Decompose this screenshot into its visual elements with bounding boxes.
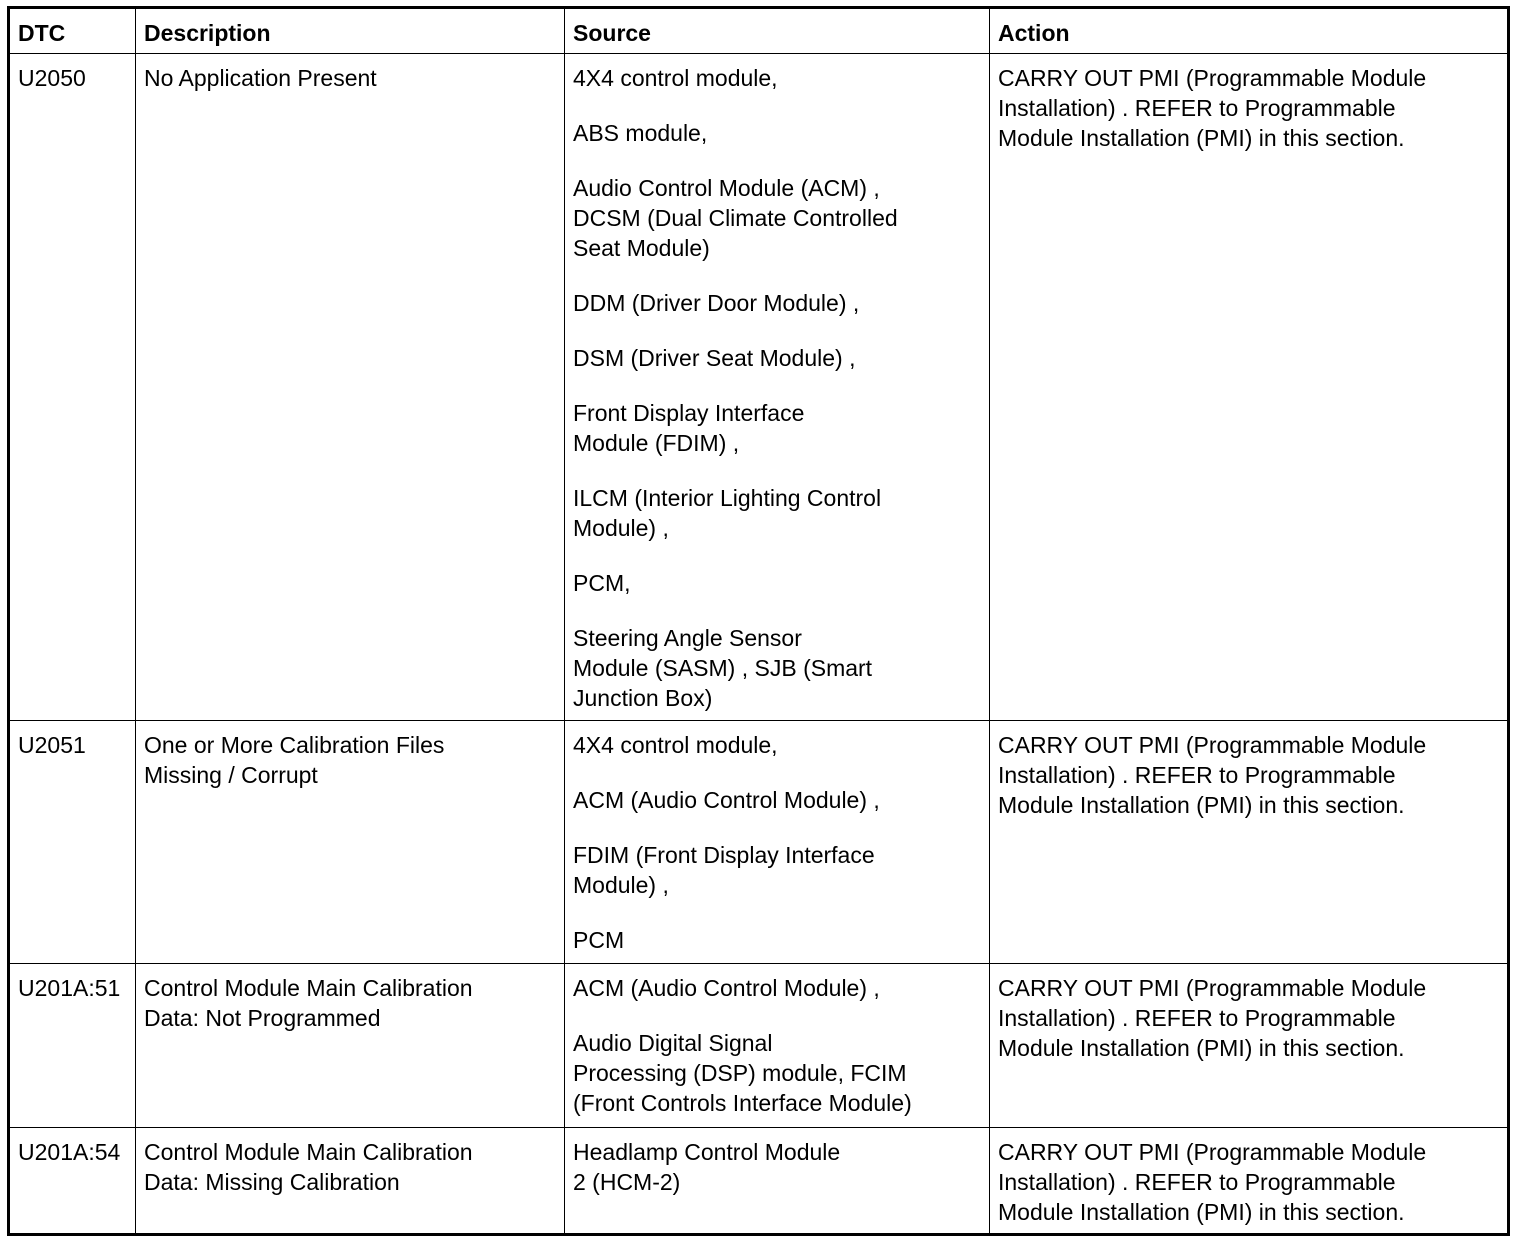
source-cell [565, 721, 990, 964]
description-cell: Control Module Main Calibration Data: Not Programmed [136, 964, 565, 1128]
dtc-cell: U2051 [9, 721, 136, 964]
source-item: Audio Digital Signal Processing (DSP) module, FCIM (Front Controls Interface Module) [573, 1030, 912, 1116]
source-item: PCM, [573, 570, 631, 596]
source-item: DSM (Driver Seat Module) , [573, 345, 856, 371]
table-row [9, 1128, 1509, 1235]
source-cell [565, 964, 990, 1128]
source-item: Steering Angle Sensor Module (SASM) , SJB (Smart Junction Box) [573, 625, 873, 711]
source-item: ACM (Audio Control Module) , [573, 787, 880, 813]
header-dtc: DTC [9, 8, 136, 54]
source-item: DDM (Driver Door Module) , [573, 290, 860, 316]
action-cell: CARRY OUT PMI (Programmable Module Installation) . REFER to Programmable Module Installation (PMI) in this section. [990, 1128, 1509, 1235]
header-source: Source [565, 8, 990, 54]
source-cell [565, 1128, 990, 1235]
table-header [9, 8, 1509, 54]
description-cell: No Application Present [136, 54, 565, 721]
source-item: 4X4 control module, [573, 732, 778, 758]
source-item: ILCM (Interior Lighting Control Module) , [573, 485, 882, 541]
dtc-cell: U2050 [9, 54, 136, 721]
action-cell: CARRY OUT PMI (Programmable Module Installation) . REFER to Programmable Module Installation (PMI) in this section. [990, 54, 1509, 721]
dtc-table [7, 6, 1510, 1236]
header-description: Description [136, 8, 565, 54]
table-row [9, 964, 1509, 1128]
table-row [9, 721, 1509, 964]
source-cell [565, 54, 990, 721]
source-item: PCM [573, 927, 625, 953]
source-item: Audio Control Module (ACM) , DCSM (Dual Climate Controlled Seat Module) [573, 175, 898, 261]
dtc-cell: U201A:51 [9, 964, 136, 1128]
description-cell: Control Module Main Calibration Data: Missing Calibration [136, 1128, 565, 1235]
header-row [9, 8, 1509, 54]
dtc-cell: U201A:54 [9, 1128, 136, 1235]
action-cell: CARRY OUT PMI (Programmable Module Installation) . REFER to Programmable Module Installation (PMI) in this section. [990, 721, 1509, 964]
source-item: Front Display Interface Module (FDIM) , [573, 400, 805, 456]
source-item: 4X4 control module, [573, 65, 778, 91]
action-cell: CARRY OUT PMI (Programmable Module Installation) . REFER to Programmable Module Installation (PMI) in this section. [990, 964, 1509, 1128]
table-row [9, 54, 1509, 721]
source-item: FDIM (Front Display Interface Module) , [573, 842, 875, 898]
source-item: Headlamp Control Module 2 (HCM-2) [573, 1139, 841, 1195]
source-item: ACM (Audio Control Module) , [573, 975, 880, 1001]
header-action: Action [990, 8, 1509, 54]
source-item: ABS module, [573, 120, 708, 146]
table-body [9, 54, 1509, 1235]
description-cell: One or More Calibration Files Missing / Corrupt [136, 721, 565, 964]
